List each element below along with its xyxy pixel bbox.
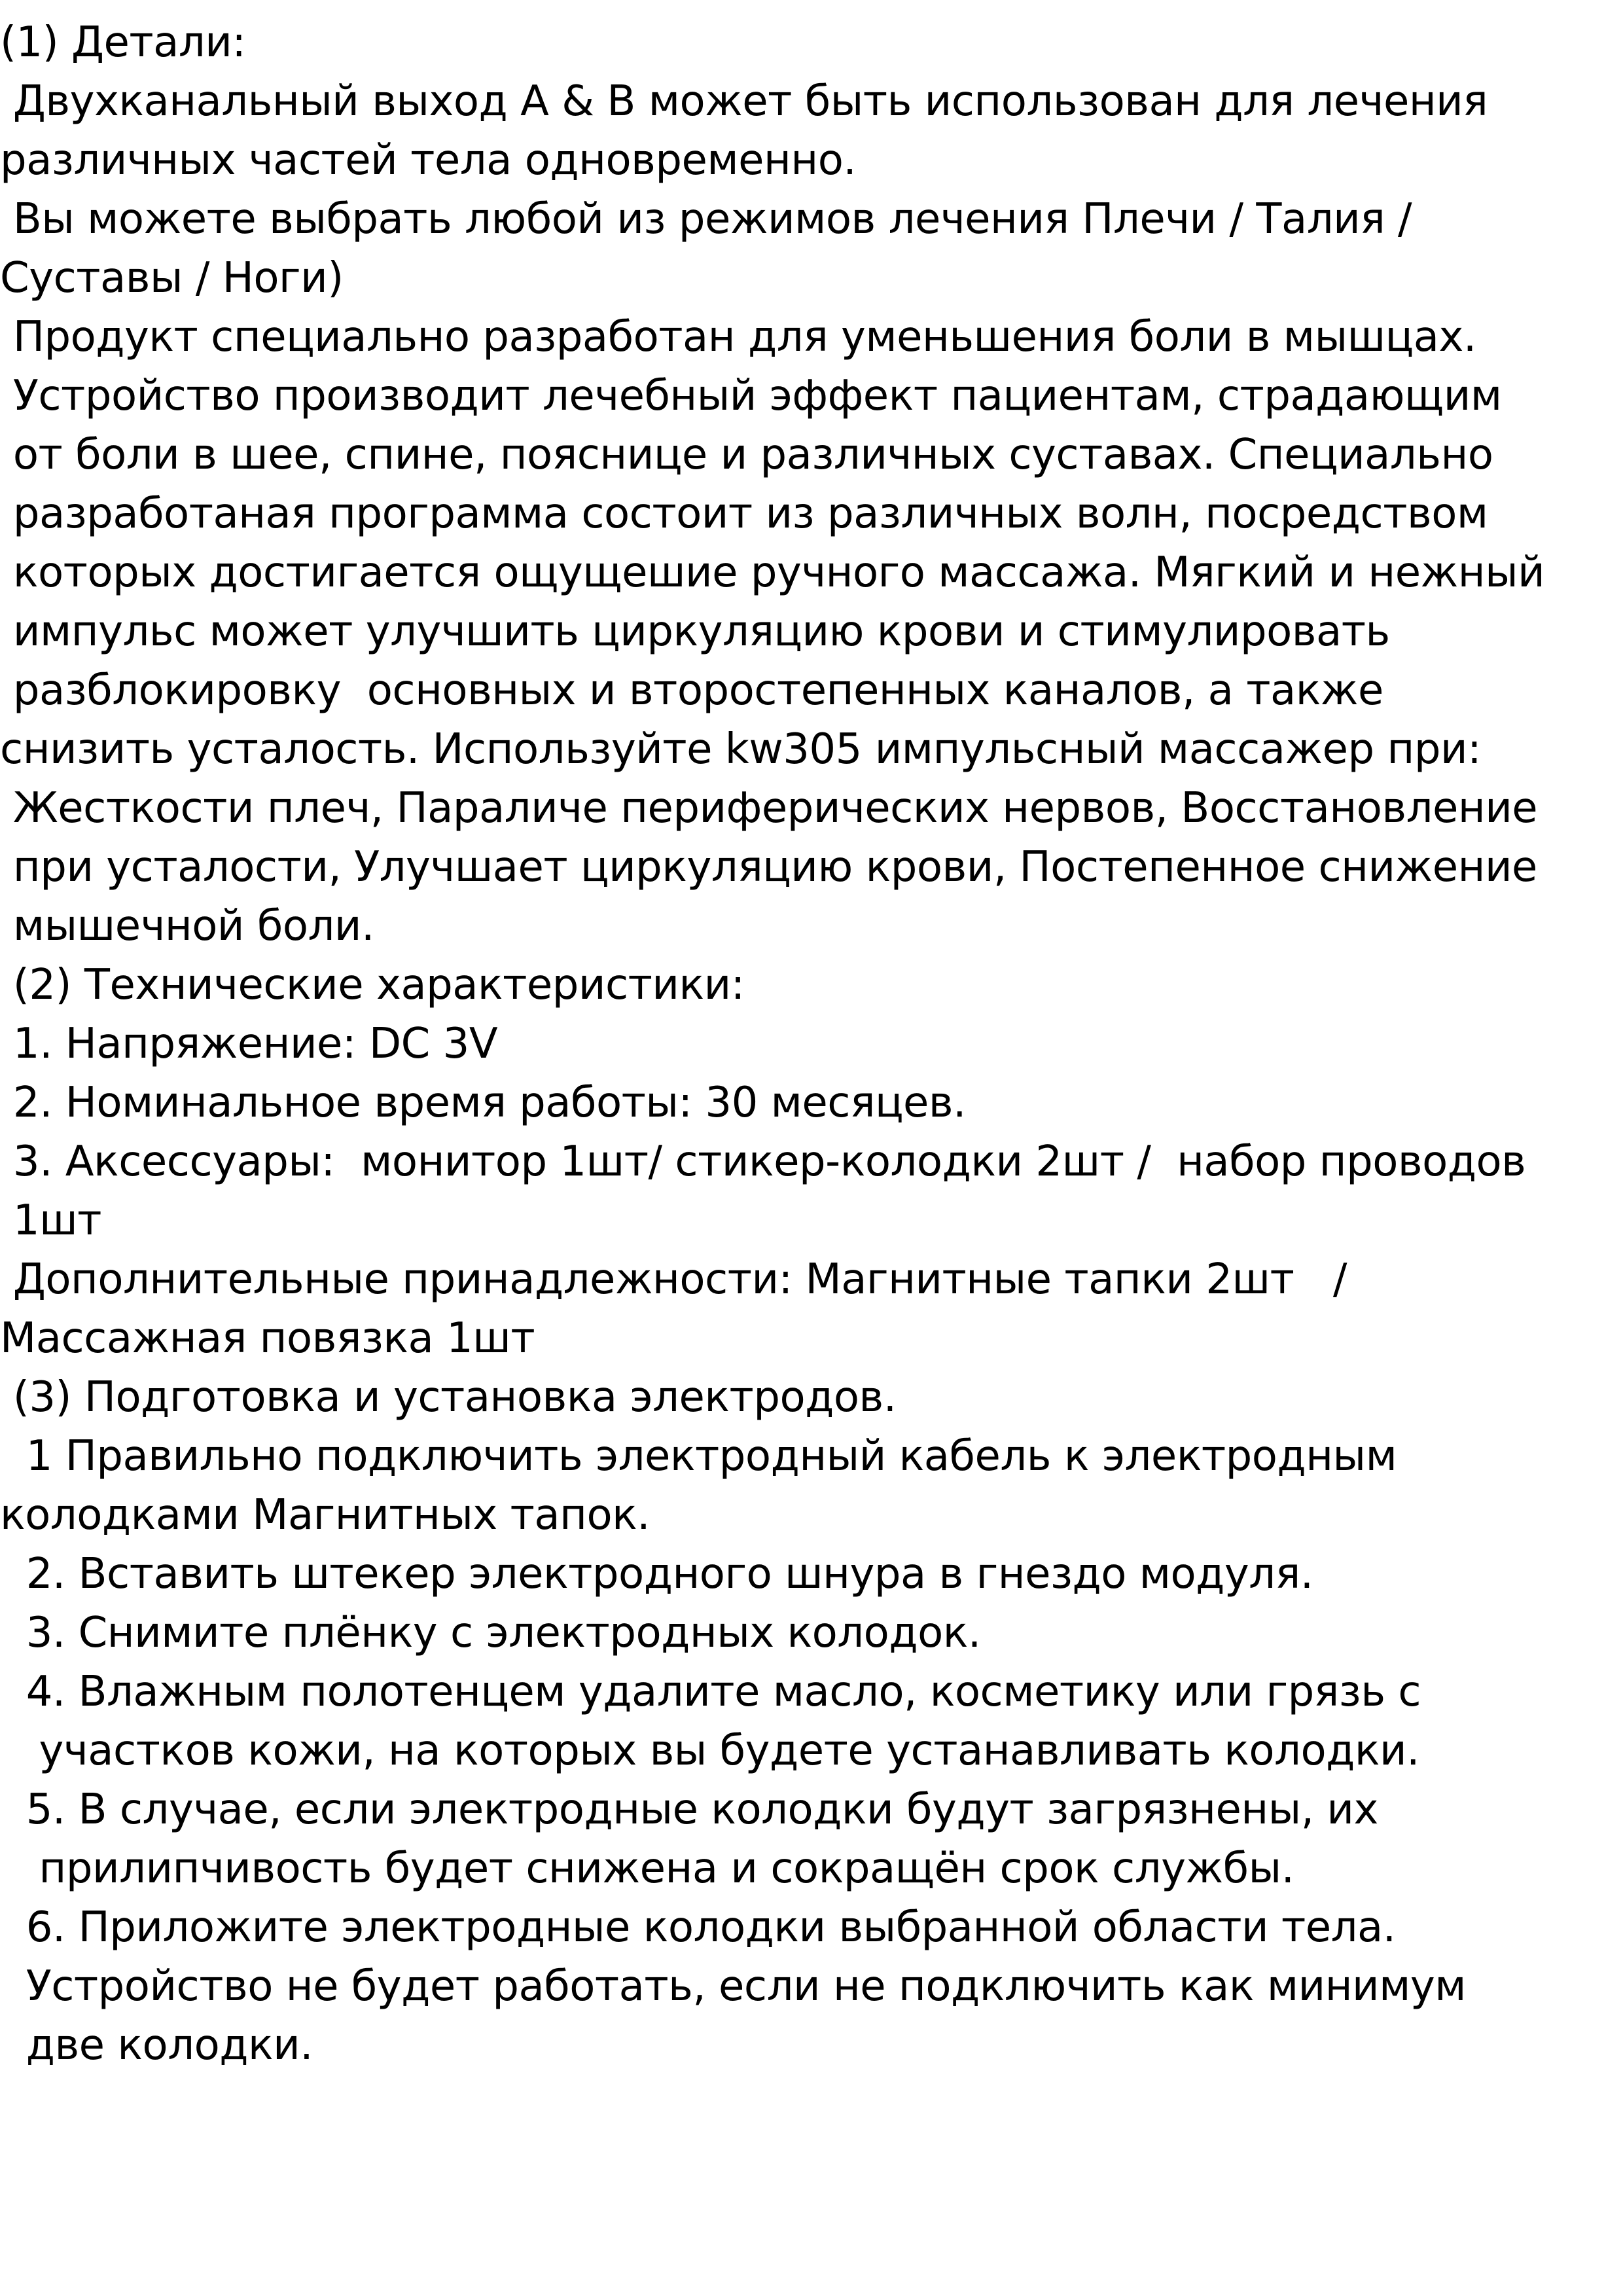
text-line: 1. Напряжение: DC 3V [0, 1020, 498, 1068]
text-line: Массажная повязка 1шт [0, 1314, 535, 1363]
text-line: Дополнительные принадлежности: Магнитные тапки 2шт / [0, 1255, 1347, 1304]
text-line: прилипчивость будет снижена и сокращён срок службы. [0, 1844, 1294, 1893]
text-line: 3. Снимите плёнку с электродных колодок. [0, 1609, 981, 1657]
text-line: от боли в шее, спине, пояснице и различных суставах. Специально [0, 431, 1493, 479]
text-line: Суставы / Ноги) [0, 254, 344, 302]
text-line-section-1-heading: (1) Детали: [0, 18, 246, 67]
text-line: 1 Правильно подключить электродный кабель к электродным [0, 1432, 1397, 1480]
text-line: 4. Влажным полотенцем удалите масло, косметику или грязь с [0, 1668, 1421, 1716]
text-line: Устройство не будет работать, если не подключить как минимум [0, 1962, 1467, 2011]
text-line: снизить усталость. Используйте kw305 импульсный массажер при: [0, 725, 1482, 774]
text-line: при усталости, Улучшает циркуляцию крови, Постепенное снижение [0, 843, 1537, 891]
text-line: Двухканальный выход A & B может быть использован для лечения [0, 77, 1488, 126]
text-line: различных частей тела одновременно. [0, 136, 857, 185]
text-line: две колодки. [0, 2021, 313, 2070]
text-line: Вы можете выбрать любой из режимов лечения Плечи / Талия / [0, 195, 1412, 243]
text-line: Продукт специально разработан для уменьшения боли в мышцах. [0, 313, 1476, 361]
text-line: мышечной боли. [0, 902, 374, 950]
text-line: участков кожи, на которых вы будете устанавливать колодки. [0, 1727, 1419, 1775]
text-line: Устройство производит лечебный эффект пациентам, страдающим [0, 372, 1502, 420]
text-line: Жесткости плеч, Параличе периферических нервов, Восстановление [0, 784, 1538, 833]
text-line: 5. В случае, если электродные колодки будут загрязнены, их [0, 1785, 1378, 1834]
text-line: колодками Магнитных тапок. [0, 1491, 651, 1539]
text-line: разблокировку основных и второстепенных каналов, а также [0, 666, 1383, 715]
text-line: импульс может улучшить циркуляцию крови и стимулировать [0, 607, 1390, 656]
text-line: 3. Аксессуары: монитор 1шт/ стикер-колодки 2шт / набор проводов [0, 1138, 1526, 1186]
text-line: которых достигается ощущешие ручного массажа. Мягкий и нежный [0, 548, 1545, 597]
text-line: 2. Номинальное время работы: 30 месяцев. [0, 1079, 966, 1127]
text-line: 6. Приложите электродные колодки выбранной области тела. [0, 1903, 1396, 1952]
text-line: 1шт [0, 1196, 101, 1245]
text-line: разработаная программа состоит из различных волн, посредством [0, 490, 1488, 538]
text-line: 2. Вставить штекер электродного шнура в гнездо модуля. [0, 1550, 1313, 1598]
text-line-section-2-heading: (2) Технические характеристики: [0, 961, 745, 1009]
text-line-section-3-heading: (3) Подготовка и установка электродов. [0, 1373, 897, 1422]
